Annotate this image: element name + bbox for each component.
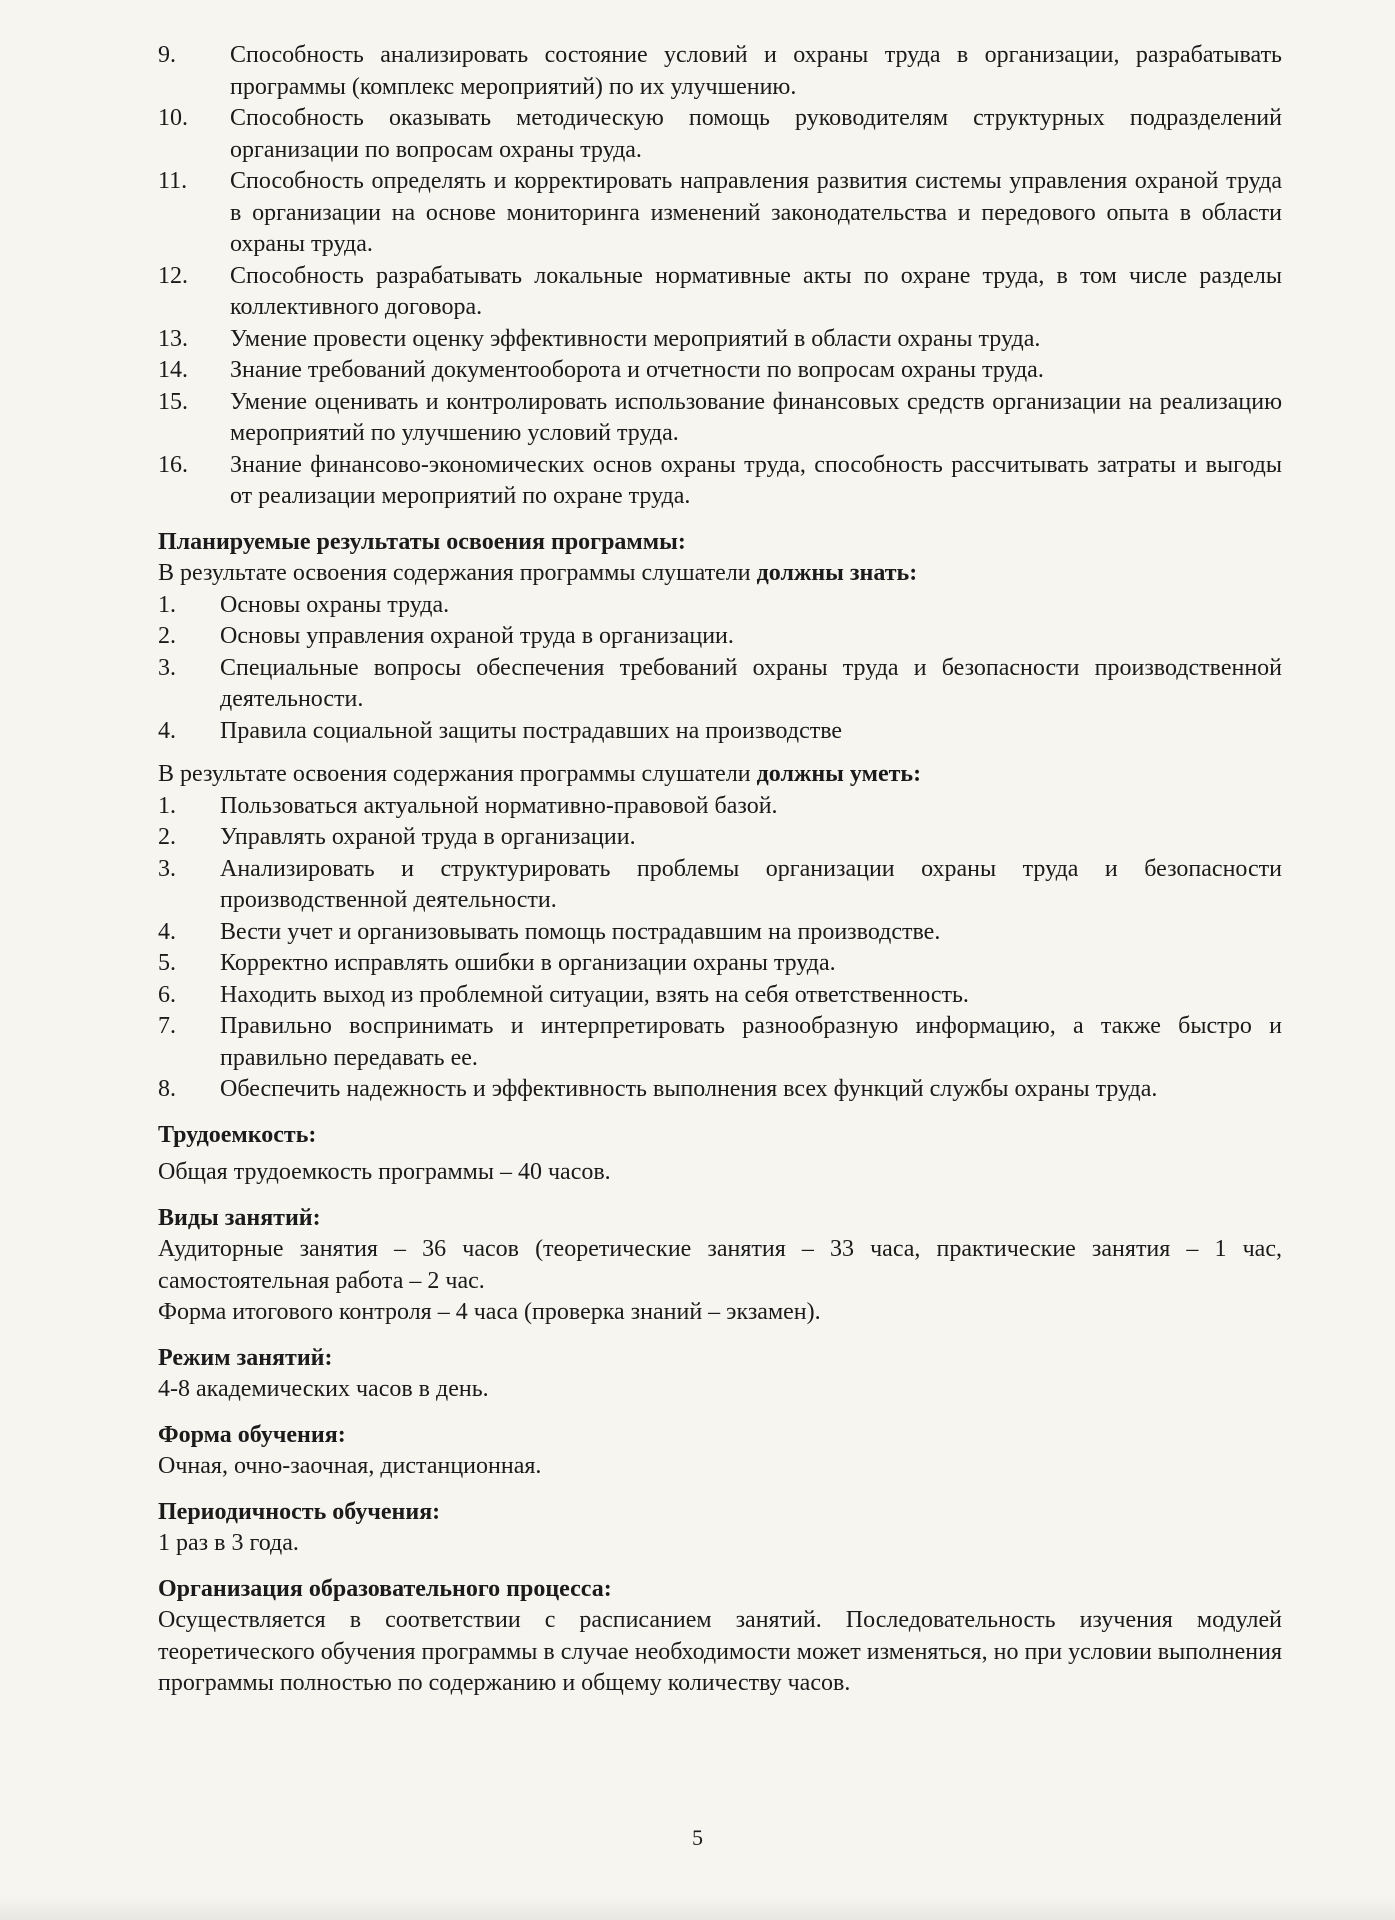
list-item: 6. Находить выход из проблемной ситуации, взять на себя ответственность. <box>158 981 969 1008</box>
periodicity-text: 1 раз в 3 года. <box>158 1530 299 1556</box>
scan-edge <box>0 1896 1395 1920</box>
competencies-list <box>158 40 1282 513</box>
class-types-text: Аудиторные занятия – 36 часов (теоретические занятия – 33 часа, практические занятия – 1 час, самостоятельная работа – 2 час. <box>158 1236 1282 1294</box>
can-intro: В результате освоения содержания программы слушатели должны уметь: <box>158 761 922 787</box>
list-item: 9. Способность анализировать состояние условий и охраны труда в организации, разрабатывать программы (комплекс мероприятий) по их улучшению. <box>158 42 1282 100</box>
spacer <box>158 747 1282 759</box>
know-list <box>158 590 1282 748</box>
list-item: 4. Вести учет и организовывать помощь пострадавшим на производстве. <box>158 918 941 945</box>
form-heading: Форма обучения: <box>158 1421 346 1448</box>
class-types-heading: Виды занятий: <box>158 1204 321 1231</box>
list-item: 14. Знание требований документооборота и отчетности по вопросам охраны труда. <box>158 357 1044 383</box>
page-number: 5 <box>692 1825 703 1850</box>
periodicity-heading: Периодичность обучения: <box>158 1498 441 1525</box>
list-item: 13. Умение провести оценку эффективности мероприятий в области охраны труда. <box>158 325 1041 352</box>
final-control-text: Форма итогового контроля – 4 часа (проверка знаний – экзамен). <box>158 1299 821 1325</box>
workload-text: Общая трудоемкость программы – 40 часов. <box>158 1159 611 1185</box>
schedule-heading: Режим занятий: <box>158 1344 333 1371</box>
list-item: 5. Корректно исправлять ошибки в организации охраны труда. <box>158 950 836 976</box>
list-item: 12. Способность разрабатывать локальные нормативные акты по охране труда, в том числе разделы коллективного договора. <box>158 262 1282 320</box>
list-item: 2. Основы управления охраной труда в организации. <box>158 623 734 649</box>
list-item: 15. Умение оценивать и контролировать использование финансовых средств организации на реализацию мероприятий по улучшению условий труда. <box>158 388 1282 446</box>
organization-heading: Организация образовательного процесса: <box>158 1575 612 1602</box>
list-item: 2. Управлять охраной труда в организации. <box>158 824 636 850</box>
list-item: 1. Основы охраны труда. <box>158 591 450 618</box>
list-item: 1. Пользоваться актуальной нормативно-правовой базой. <box>158 792 778 819</box>
results-heading: Планируемые результаты освоения программы: <box>158 528 686 555</box>
organization-text: Осуществляется в соответствии с расписанием занятий. Последовательность изучения модулей теоретического обучения программы в случае необходимости может изменяться, но при условии выполнения программы полностью по содержанию и общему количеству часов. <box>158 1607 1282 1696</box>
list-item: 8. Обеспечить надежность и эффективность выполнения всех функций службы охраны труда. <box>158 1076 1158 1102</box>
list-item: 10. Способность оказывать методическую помощь руководителям структурных подразделений организации по вопросам охраны труда. <box>158 105 1282 163</box>
can-list <box>158 791 1282 1106</box>
list-item: 4. Правила социальной защиты пострадавших на производстве <box>158 717 843 744</box>
form-text: Очная, очно-заочная, дистанционная. <box>158 1453 542 1479</box>
schedule-text: 4-8 академических часов в день. <box>158 1376 489 1402</box>
workload-heading: Трудоемкость: <box>158 1121 317 1148</box>
list-item: 3. Анализировать и структурировать проблемы организации охраны труда и безопасности производственной деятельности. <box>158 855 1282 913</box>
list-item: 3. Специальные вопросы обеспечения требований охраны труда и безопасности производственной деятельности. <box>158 654 1282 712</box>
know-intro: В результате освоения содержания программы слушатели должны знать: <box>158 560 918 586</box>
list-item: 16. Знание финансово-экономических основ охраны труда, способность рассчитывать затраты и выгоды от реализации мероприятий по охране труда. <box>158 451 1282 509</box>
page-content <box>158 40 1282 1700</box>
list-item: 7. Правильно воспринимать и интерпретировать разнообразную информацию, а также быстро и правильно передавать ее. <box>158 1013 1282 1071</box>
list-item: 11. Способность определять и корректировать направления развития системы управления охраной труда в организации на основе мониторинга изменений законодательства и передового опыта в области охраны труда. <box>158 168 1282 257</box>
